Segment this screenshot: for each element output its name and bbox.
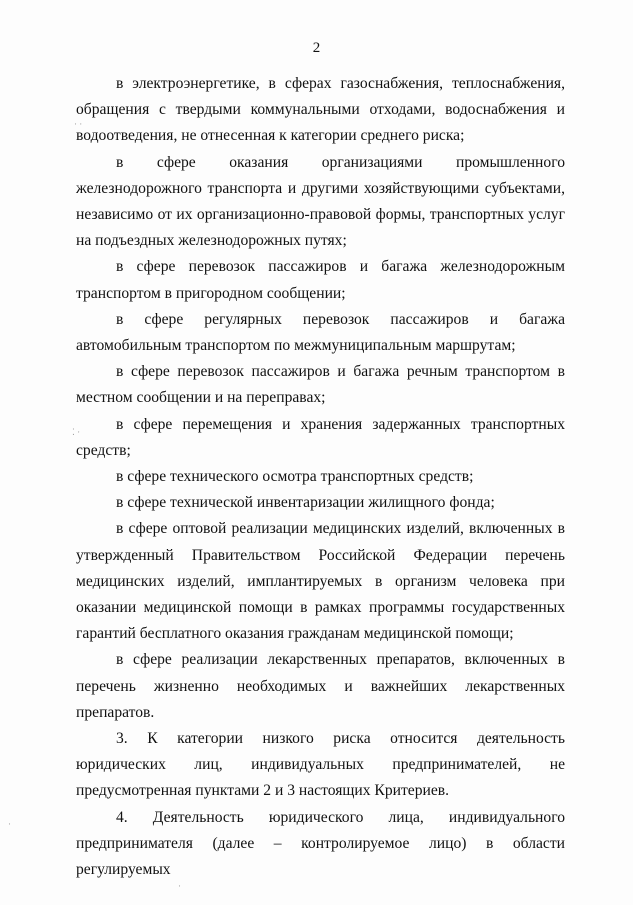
paragraph-vehicle-inspection: в сфере технического осмотра транспортных средств; [116, 468, 474, 486]
paragraph-medical-devices: в сфере оптовой реализации медицинских изделий, включенных в утвержденный Правительством Российской Федерации перечень медицинских изделий, имплантируемых в организм человека при оказании медицинской помощи в рамках программы государственных гарантий бесплатного оказания гражданам медицинской помощи; [76, 520, 565, 643]
document-body [76, 71, 565, 883]
paragraph-suburban-rail: в сфере перевозок пассажиров и багажа железнодорожным транспортом в пригородном сообщении; [76, 258, 565, 302]
paragraph-river-transport: в сфере перевозок пассажиров и багажа речным транспортом в местном сообщении и на переправах; [76, 363, 565, 407]
paragraph-industrial-railway: в сфере оказания организациями промышленного железнодорожного транспорта и другими хозяйствующими субъектами, независимо от их организационно-правовой формы, транспортных услуг на подъездных железнодорожных путях; [76, 153, 565, 250]
paragraph-impounded-vehicles: в сфере перемещения и хранения задержанных транспортных средств; [76, 415, 565, 459]
paragraph-medicines: в сфере реализации лекарственных препаратов, включенных в перечень жизненно необходимых и важнейших лекарственных препаратов. [76, 651, 565, 721]
scan-artifact: · · [74, 119, 83, 129]
scan-artifact: ⁚ · [72, 427, 81, 437]
paragraph-low-risk-category: 3. К категории низкого риска относится деятельность юридических лиц, индивидуальных предпринимателей, не предусмотренная пунктами 2 и 3 настоящих Критериев. [76, 730, 565, 800]
scan-artifact: · [8, 819, 11, 829]
page-number: 2 [312, 40, 321, 56]
paragraph-intermunicipal-bus: в сфере регулярных перевозок пассажиров и багажа автомобильным транспортом по межмуниципальным маршрутам; [76, 310, 565, 355]
paragraph-housing-inventory: в сфере технической инвентаризации жилищного фонда; [116, 494, 495, 512]
paragraph-electric-power: в электроэнергетике, в сферах газоснабжения, теплоснабжения, обращения с твердыми коммунальными отходами, водоснабжения и водоотведения, не отнесенная к категории среднего риска; [76, 75, 565, 145]
paragraph-controlled-person: 4. Деятельность юридического лица, индивидуального предпринимателя (далее – контролируемое лицо) в области регулируемых [76, 808, 565, 879]
scan-artifact: · [178, 881, 181, 891]
